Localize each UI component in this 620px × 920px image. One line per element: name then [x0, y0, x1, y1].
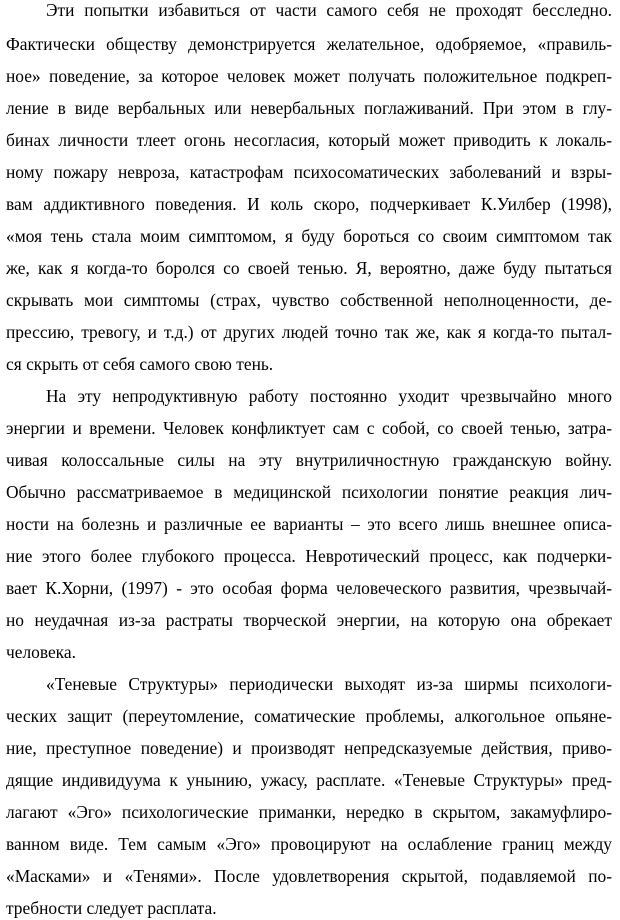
- text-line: ление в виде вербальных или невербальных поглаживаний. При этом в глу-: [6, 98, 612, 118]
- text-line: ному пожару невроза, катастрофам психосоматических заболеваний и взры-: [6, 162, 612, 182]
- text-line: же, как я когда-то боролся со своей тенью. Я, вероятно, даже буду пытаться: [6, 258, 612, 278]
- text-line: энергии и времени. Человек конфликтует сам с собой, со своей тенью, затра-: [6, 418, 612, 438]
- text-line: Эти попытки избавиться от части самого себя не проходят бесследно.: [46, 0, 612, 20]
- text-line: ное» поведение, за которое человек может получать положительное подкреп-: [6, 66, 612, 86]
- text-line: ние этого более глубокого процесса. Невротический процесс, как подчерки-: [6, 546, 612, 566]
- text-line: скрывать мои симптомы (страх, чувство собственной неполноценности, де-: [6, 290, 612, 310]
- text-line: На эту непродуктивную работу постоянно уходит чрезвычайно много: [46, 386, 612, 406]
- text-line: лагают «Эго» психологические приманки, нередко в скрытом, закамуфлиро-: [6, 802, 612, 822]
- text-line: чивая колоссальные силы на эту внутриличностную гражданскую войну.: [6, 450, 612, 470]
- text-line: ческих защит (переутомление, соматические проблемы, алкогольное опьяне-: [6, 706, 612, 726]
- text-line: ние, преступное поведение) и производят непредсказуемые действия, приво-: [6, 738, 612, 758]
- text-line: «моя тень стала моим симптомом, я буду бороться со своим симптомом так: [6, 226, 612, 246]
- text-line: вает К.Хорни, (1997) - это особая форма человеческого развития, чрезвычай-: [6, 578, 612, 598]
- text-line: Фактически обществу демонстрируется желательное, одобряемое, «правиль-: [6, 34, 612, 54]
- text-line: человека.: [6, 642, 76, 662]
- text-line: бинах личности тлеет огонь несогласия, который может приводить к локаль-: [6, 130, 612, 150]
- text-line: ности на болезнь и различные ее варианты – это всего лишь внешнее описа-: [6, 514, 612, 534]
- text-line: ся скрыть от себя самого свою тень.: [6, 354, 274, 374]
- text-line: но неудачная из-за растраты творческой энергии, на которую она обрекает: [6, 610, 612, 630]
- text-line: «Масками» и «Тенями». После удовлетворения скрытой, подавляемой по-: [6, 866, 612, 886]
- text-line: «Теневые Структуры» периодически выходят из-за ширмы психологи-: [46, 674, 612, 694]
- text-line: требности следует расплата.: [6, 898, 217, 918]
- text-line: прессию, тревогу, и т.д.) от других людей точно так же, как я когда-то пытал-: [6, 322, 612, 342]
- text-line: Обычно рассматриваемое в медицинской психологии понятие реакция лич-: [6, 482, 612, 502]
- text-line: ванном виде. Тем самым «Эго» провоцируют на ослабление границ между: [6, 834, 612, 854]
- text-line: дящие индивидуума к унынию, ужасу, расплате. «Теневые Структуры» пред-: [6, 770, 612, 790]
- text-line: вам аддиктивного поведения. И коль скоро, подчеркивает К.Уилбер (1998),: [6, 194, 612, 214]
